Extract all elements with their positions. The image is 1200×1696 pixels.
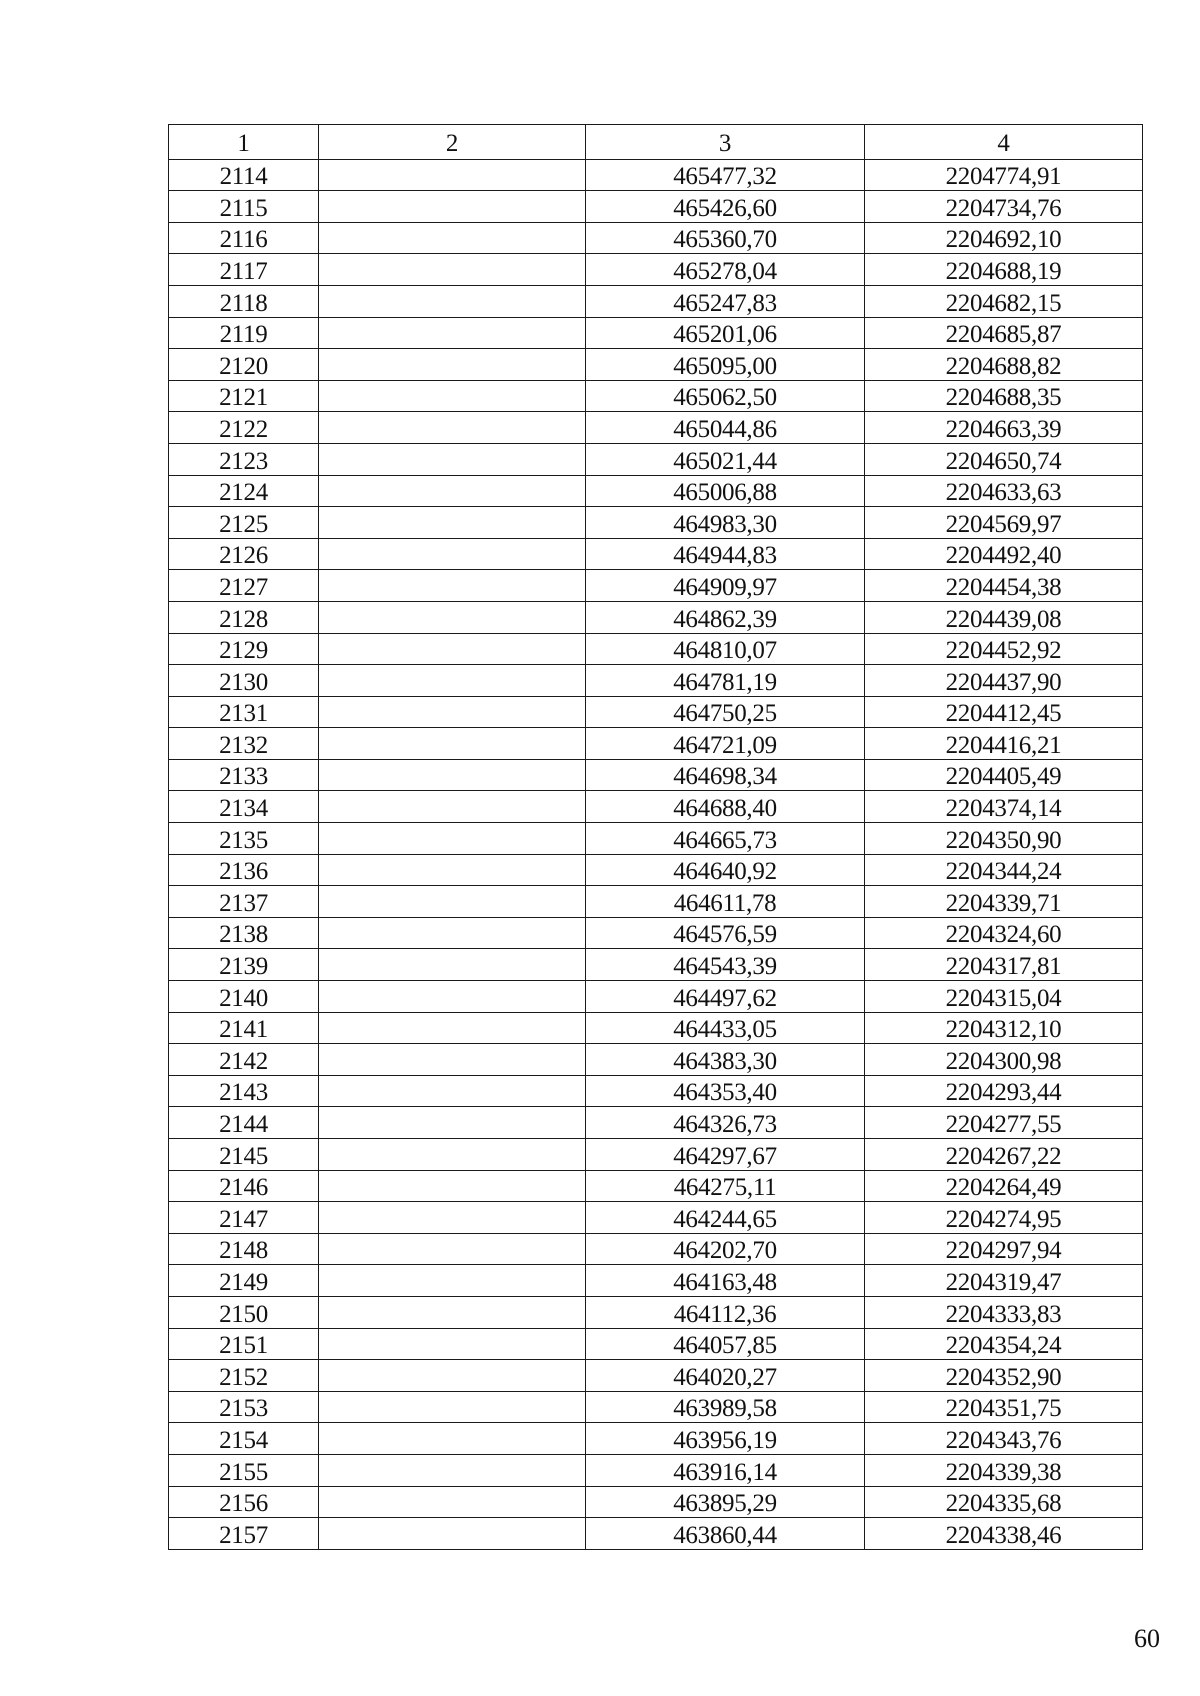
- column-2-cell: [319, 917, 586, 949]
- header-cell-3: 3: [586, 125, 865, 160]
- column-2-cell: [319, 1075, 586, 1107]
- point-number-cell: 2136: [169, 854, 319, 886]
- table-row: [169, 254, 1143, 286]
- column-2-cell: [319, 728, 586, 760]
- table-row: [169, 285, 1143, 317]
- column-2-cell: [319, 191, 586, 223]
- x-coordinate-cell: 464688,40: [586, 791, 865, 823]
- column-2-cell: [319, 159, 586, 191]
- x-coordinate-cell: 464163,48: [586, 1265, 865, 1297]
- x-coordinate-cell: 463895,29: [586, 1486, 865, 1518]
- y-coordinate-cell: 2204343,76: [865, 1423, 1143, 1455]
- y-coordinate-cell: 2204452,92: [865, 633, 1143, 665]
- column-2-cell: [319, 1296, 586, 1328]
- point-number-cell: 2141: [169, 1012, 319, 1044]
- y-coordinate-cell: 2204300,98: [865, 1044, 1143, 1076]
- x-coordinate-cell: 465247,83: [586, 285, 865, 317]
- table-header: [169, 125, 1143, 160]
- point-number-cell: 2130: [169, 665, 319, 697]
- x-coordinate-cell: 465477,32: [586, 159, 865, 191]
- table-row: [169, 665, 1143, 697]
- coordinates-table: [168, 124, 1143, 1550]
- point-number-cell: 2114: [169, 159, 319, 191]
- column-2-cell: [319, 254, 586, 286]
- y-coordinate-cell: 2204297,94: [865, 1233, 1143, 1265]
- y-coordinate-cell: 2204333,83: [865, 1296, 1143, 1328]
- x-coordinate-cell: 464665,73: [586, 823, 865, 855]
- y-coordinate-cell: 2204352,90: [865, 1360, 1143, 1392]
- point-number-cell: 2145: [169, 1139, 319, 1171]
- table-row: [169, 1012, 1143, 1044]
- header-cell-2: 2: [319, 125, 586, 160]
- y-coordinate-cell: 2204688,35: [865, 380, 1143, 412]
- x-coordinate-cell: 465044,86: [586, 412, 865, 444]
- table-row: [169, 601, 1143, 633]
- x-coordinate-cell: 463989,58: [586, 1391, 865, 1423]
- point-number-cell: 2148: [169, 1233, 319, 1265]
- point-number-cell: 2133: [169, 759, 319, 791]
- y-coordinate-cell: 2204437,90: [865, 665, 1143, 697]
- table-row: [169, 1454, 1143, 1486]
- point-number-cell: 2142: [169, 1044, 319, 1076]
- y-coordinate-cell: 2204350,90: [865, 823, 1143, 855]
- point-number-cell: 2127: [169, 570, 319, 602]
- column-2-cell: [319, 665, 586, 697]
- column-2-cell: [319, 1107, 586, 1139]
- column-2-cell: [319, 222, 586, 254]
- point-number-cell: 2149: [169, 1265, 319, 1297]
- y-coordinate-cell: 2204685,87: [865, 317, 1143, 349]
- table-row: [169, 159, 1143, 191]
- y-coordinate-cell: 2204267,22: [865, 1139, 1143, 1171]
- column-2-cell: [319, 1044, 586, 1076]
- y-coordinate-cell: 2204492,40: [865, 538, 1143, 570]
- point-number-cell: 2121: [169, 380, 319, 412]
- column-2-cell: [319, 791, 586, 823]
- y-coordinate-cell: 2204374,14: [865, 791, 1143, 823]
- y-coordinate-cell: 2204293,44: [865, 1075, 1143, 1107]
- point-number-cell: 2132: [169, 728, 319, 760]
- y-coordinate-cell: 2204339,38: [865, 1454, 1143, 1486]
- x-coordinate-cell: 464297,67: [586, 1139, 865, 1171]
- column-2-cell: [319, 475, 586, 507]
- x-coordinate-cell: 464275,11: [586, 1170, 865, 1202]
- x-coordinate-cell: 465062,50: [586, 380, 865, 412]
- table-row: [169, 412, 1143, 444]
- x-coordinate-cell: 465095,00: [586, 349, 865, 381]
- y-coordinate-cell: 2204317,81: [865, 949, 1143, 981]
- x-coordinate-cell: 464944,83: [586, 538, 865, 570]
- x-coordinate-cell: 464433,05: [586, 1012, 865, 1044]
- y-coordinate-cell: 2204277,55: [865, 1107, 1143, 1139]
- point-number-cell: 2156: [169, 1486, 319, 1518]
- point-number-cell: 2151: [169, 1328, 319, 1360]
- point-number-cell: 2144: [169, 1107, 319, 1139]
- point-number-cell: 2134: [169, 791, 319, 823]
- x-coordinate-cell: 464383,30: [586, 1044, 865, 1076]
- table-row: [169, 791, 1143, 823]
- column-2-cell: [319, 1202, 586, 1234]
- column-2-cell: [319, 696, 586, 728]
- x-coordinate-cell: 465360,70: [586, 222, 865, 254]
- point-number-cell: 2126: [169, 538, 319, 570]
- table-row: [169, 1202, 1143, 1234]
- header-cell-1: 1: [169, 125, 319, 160]
- column-2-cell: [319, 823, 586, 855]
- x-coordinate-cell: 464202,70: [586, 1233, 865, 1265]
- point-number-cell: 2129: [169, 633, 319, 665]
- y-coordinate-cell: 2204416,21: [865, 728, 1143, 760]
- y-coordinate-cell: 2204663,39: [865, 412, 1143, 444]
- y-coordinate-cell: 2204454,38: [865, 570, 1143, 602]
- x-coordinate-cell: 464781,19: [586, 665, 865, 697]
- table-body: [169, 159, 1143, 1549]
- table-row: [169, 1296, 1143, 1328]
- column-2-cell: [319, 507, 586, 539]
- point-number-cell: 2140: [169, 981, 319, 1013]
- point-number-cell: 2143: [169, 1075, 319, 1107]
- column-2-cell: [319, 1423, 586, 1455]
- table-row: [169, 507, 1143, 539]
- y-coordinate-cell: 2204354,24: [865, 1328, 1143, 1360]
- column-2-cell: [319, 1265, 586, 1297]
- column-2-cell: [319, 412, 586, 444]
- x-coordinate-cell: 464750,25: [586, 696, 865, 728]
- column-2-cell: [319, 1391, 586, 1423]
- x-coordinate-cell: 465201,06: [586, 317, 865, 349]
- table-row: [169, 1486, 1143, 1518]
- x-coordinate-cell: 464543,39: [586, 949, 865, 981]
- point-number-cell: 2122: [169, 412, 319, 444]
- table-row: [169, 1233, 1143, 1265]
- table-row: [169, 349, 1143, 381]
- y-coordinate-cell: 2204339,71: [865, 886, 1143, 918]
- y-coordinate-cell: 2204439,08: [865, 601, 1143, 633]
- y-coordinate-cell: 2204692,10: [865, 222, 1143, 254]
- x-coordinate-cell: 464353,40: [586, 1075, 865, 1107]
- y-coordinate-cell: 2204335,68: [865, 1486, 1143, 1518]
- column-2-cell: [319, 317, 586, 349]
- table-row: [169, 475, 1143, 507]
- y-coordinate-cell: 2204324,60: [865, 917, 1143, 949]
- x-coordinate-cell: 464698,34: [586, 759, 865, 791]
- x-coordinate-cell: 464497,62: [586, 981, 865, 1013]
- column-2-cell: [319, 886, 586, 918]
- column-2-cell: [319, 601, 586, 633]
- table-row: [169, 1107, 1143, 1139]
- page-number: 60: [1134, 1624, 1160, 1653]
- x-coordinate-cell: 464576,59: [586, 917, 865, 949]
- point-number-cell: 2157: [169, 1518, 319, 1550]
- table-row: [169, 191, 1143, 223]
- x-coordinate-cell: 463860,44: [586, 1518, 865, 1550]
- point-number-cell: 2123: [169, 443, 319, 475]
- header-cell-4: 4: [865, 125, 1143, 160]
- table-row: [169, 981, 1143, 1013]
- column-2-cell: [319, 1139, 586, 1171]
- point-number-cell: 2155: [169, 1454, 319, 1486]
- y-coordinate-cell: 2204569,97: [865, 507, 1143, 539]
- table-row: [169, 1423, 1143, 1455]
- y-coordinate-cell: 2204338,46: [865, 1518, 1143, 1550]
- column-2-cell: [319, 981, 586, 1013]
- table-row: [169, 696, 1143, 728]
- x-coordinate-cell: 465006,88: [586, 475, 865, 507]
- table-row: [169, 1139, 1143, 1171]
- y-coordinate-cell: 2204688,82: [865, 349, 1143, 381]
- column-2-cell: [319, 443, 586, 475]
- point-number-cell: 2128: [169, 601, 319, 633]
- y-coordinate-cell: 2204734,76: [865, 191, 1143, 223]
- table-row: [169, 1518, 1143, 1550]
- x-coordinate-cell: 464810,07: [586, 633, 865, 665]
- column-2-cell: [319, 759, 586, 791]
- y-coordinate-cell: 2204315,04: [865, 981, 1143, 1013]
- x-coordinate-cell: 464862,39: [586, 601, 865, 633]
- y-coordinate-cell: 2204319,47: [865, 1265, 1143, 1297]
- table-row: [169, 1360, 1143, 1392]
- point-number-cell: 2147: [169, 1202, 319, 1234]
- point-number-cell: 2120: [169, 349, 319, 381]
- point-number-cell: 2138: [169, 917, 319, 949]
- point-number-cell: 2116: [169, 222, 319, 254]
- table-row: [169, 222, 1143, 254]
- point-number-cell: 2153: [169, 1391, 319, 1423]
- point-number-cell: 2131: [169, 696, 319, 728]
- point-number-cell: 2124: [169, 475, 319, 507]
- table-row: [169, 1265, 1143, 1297]
- column-2-cell: [319, 285, 586, 317]
- point-number-cell: 2117: [169, 254, 319, 286]
- y-coordinate-cell: 2204650,74: [865, 443, 1143, 475]
- x-coordinate-cell: 464057,85: [586, 1328, 865, 1360]
- table-row: [169, 1075, 1143, 1107]
- x-coordinate-cell: 464112,36: [586, 1296, 865, 1328]
- column-2-cell: [319, 1233, 586, 1265]
- column-2-cell: [319, 949, 586, 981]
- table-row: [169, 633, 1143, 665]
- y-coordinate-cell: 2204633,63: [865, 475, 1143, 507]
- x-coordinate-cell: 464909,97: [586, 570, 865, 602]
- table-row: [169, 317, 1143, 349]
- point-number-cell: 2137: [169, 886, 319, 918]
- point-number-cell: 2154: [169, 1423, 319, 1455]
- column-2-cell: [319, 1328, 586, 1360]
- y-coordinate-cell: 2204412,45: [865, 696, 1143, 728]
- x-coordinate-cell: 463956,19: [586, 1423, 865, 1455]
- table-row: [169, 1044, 1143, 1076]
- y-coordinate-cell: 2204405,49: [865, 759, 1143, 791]
- x-coordinate-cell: 464244,65: [586, 1202, 865, 1234]
- column-2-cell: [319, 349, 586, 381]
- table-row: [169, 823, 1143, 855]
- y-coordinate-cell: 2204351,75: [865, 1391, 1143, 1423]
- column-2-cell: [319, 854, 586, 886]
- column-2-cell: [319, 1012, 586, 1044]
- table-row: [169, 728, 1143, 760]
- column-2-cell: [319, 1170, 586, 1202]
- y-coordinate-cell: 2204682,15: [865, 285, 1143, 317]
- y-coordinate-cell: 2204688,19: [865, 254, 1143, 286]
- point-number-cell: 2135: [169, 823, 319, 855]
- x-coordinate-cell: 465021,44: [586, 443, 865, 475]
- table-row: [169, 538, 1143, 570]
- x-coordinate-cell: 464611,78: [586, 886, 865, 918]
- column-2-cell: [319, 633, 586, 665]
- table-row: [169, 886, 1143, 918]
- table-row: [169, 1170, 1143, 1202]
- x-coordinate-cell: 464326,73: [586, 1107, 865, 1139]
- point-number-cell: 2150: [169, 1296, 319, 1328]
- column-2-cell: [319, 1486, 586, 1518]
- table-row: [169, 443, 1143, 475]
- point-number-cell: 2125: [169, 507, 319, 539]
- table-row: [169, 1391, 1143, 1423]
- point-number-cell: 2139: [169, 949, 319, 981]
- y-coordinate-cell: 2204264,49: [865, 1170, 1143, 1202]
- table-row: [169, 1328, 1143, 1360]
- y-coordinate-cell: 2204344,24: [865, 854, 1143, 886]
- x-coordinate-cell: 464020,27: [586, 1360, 865, 1392]
- table-row: [169, 917, 1143, 949]
- x-coordinate-cell: 465278,04: [586, 254, 865, 286]
- column-2-cell: [319, 1518, 586, 1550]
- y-coordinate-cell: 2204312,10: [865, 1012, 1143, 1044]
- column-2-cell: [319, 380, 586, 412]
- header-row: [169, 125, 1143, 160]
- x-coordinate-cell: 463916,14: [586, 1454, 865, 1486]
- table-row: [169, 854, 1143, 886]
- point-number-cell: 2146: [169, 1170, 319, 1202]
- table-row: [169, 759, 1143, 791]
- y-coordinate-cell: 2204274,95: [865, 1202, 1143, 1234]
- x-coordinate-cell: 465426,60: [586, 191, 865, 223]
- column-2-cell: [319, 570, 586, 602]
- column-2-cell: [319, 1360, 586, 1392]
- y-coordinate-cell: 2204774,91: [865, 159, 1143, 191]
- point-number-cell: 2152: [169, 1360, 319, 1392]
- column-2-cell: [319, 1454, 586, 1486]
- x-coordinate-cell: 464721,09: [586, 728, 865, 760]
- x-coordinate-cell: 464640,92: [586, 854, 865, 886]
- x-coordinate-cell: 464983,30: [586, 507, 865, 539]
- table-row: [169, 380, 1143, 412]
- table-row: [169, 949, 1143, 981]
- point-number-cell: 2118: [169, 285, 319, 317]
- point-number-cell: 2115: [169, 191, 319, 223]
- table-row: [169, 570, 1143, 602]
- column-2-cell: [319, 538, 586, 570]
- point-number-cell: 2119: [169, 317, 319, 349]
